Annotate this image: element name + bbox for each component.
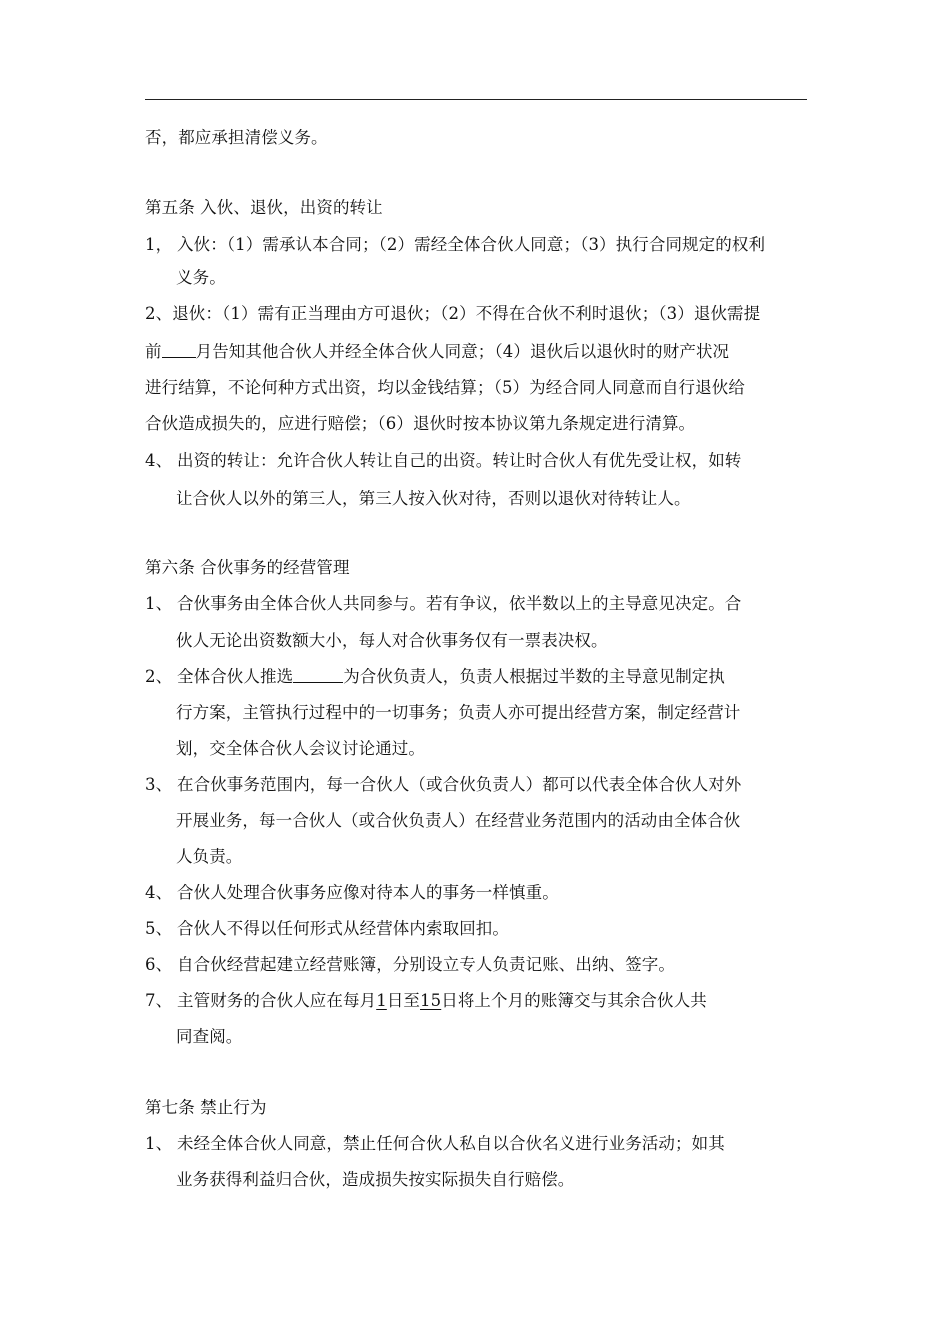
article-6-item-1 <box>145 593 807 615</box>
text-segment: 全体合伙人推选 <box>177 667 294 686</box>
header-rule <box>145 99 807 100</box>
article-6-item-7-cont: 同查阅。 <box>176 1027 243 1046</box>
article-5-item-2-line-1: 2、退伙：（1）需有正当理由方可退伙；（2）不得在合伙不利时退伙；（3）退伙需提 <box>145 304 761 323</box>
article-6-item-3-cont-2: 人负责。 <box>176 847 243 866</box>
item-text: 合伙事务由全体合伙人共同参与。若有争议，依半数以上的主导意见决定。合 <box>177 594 742 613</box>
text-segment: 日将上个月的账簿交与其余合伙人共 <box>441 991 707 1010</box>
item-number: 7、 <box>145 991 173 1010</box>
item-number: 5、 <box>145 919 173 938</box>
item-text: 未经全体合伙人同意，禁止任何合伙人私自以合伙名义进行业务活动；如其 <box>177 1134 725 1153</box>
underlined-day-end: 15 <box>420 991 442 1010</box>
fill-in-blank-months <box>162 340 196 358</box>
article-6-item-6 <box>145 954 807 976</box>
article-6-title: 第六条 合伙事务的经营管理 <box>145 558 350 577</box>
article-5-item-2-line-4: 合伙造成损失的，应进行赔偿；（6）退伙时按本协议第九条规定进行清算。 <box>145 414 696 433</box>
article-6-item-3 <box>145 774 807 796</box>
item-text: 在合伙事务范围内，每一合伙人（或合伙负责人）都可以代表全体合伙人对外 <box>177 775 742 794</box>
item-number: 4、 <box>145 883 173 902</box>
item-text: 合伙人不得以任何形式从经营体内索取回扣。 <box>177 919 509 938</box>
item-text: 入伙：（1）需承认本合同；（2）需经全体合伙人同意；（3）执行合同规定的权利 <box>177 235 766 254</box>
text-segment: 月告知其他合伙人并经全体合伙人同意；（4）退伙后以退伙时的财产状况 <box>195 342 730 361</box>
article-6-item-7 <box>145 990 807 1012</box>
article-7-title: 第七条 禁止行为 <box>145 1098 267 1117</box>
continued-paragraph: 否，都应承担清偿义务。 <box>145 128 328 147</box>
text-segment: 为合伙负责人，负责人根据过半数的主导意见制定执 <box>343 667 726 686</box>
item-text: 出资的转让：允许合伙人转让自己的出资。转让时合伙人有优先受让权，如转 <box>177 451 742 470</box>
underlined-day-start: 1 <box>376 991 387 1010</box>
text-segment: 日至 <box>386 991 421 1010</box>
article-5-title: 第五条 入伙、退伙，出资的转让 <box>145 198 383 217</box>
text-segment: 主管财务的合伙人应在每月 <box>177 991 377 1010</box>
article-5-item-1-cont: 义务。 <box>176 268 226 287</box>
article-5-item-2-line-2 <box>145 340 807 363</box>
article-5-item-2-line-3: 进行结算，不论何种方式出资，均以金钱结算；（5）为经合同人同意而自行退伙给 <box>145 378 745 397</box>
item-number: 1、 <box>145 594 173 613</box>
article-6-item-2 <box>145 665 807 688</box>
article-6-item-4 <box>145 882 807 904</box>
item-number: 1、 <box>145 1134 173 1153</box>
fill-in-blank-leader <box>293 665 343 683</box>
article-5-item-4 <box>145 450 807 472</box>
item-text: 自合伙经营起建立经营账簿，分别设立专人负责记账、出纳、签字。 <box>177 955 675 974</box>
article-6-item-2-cont-2: 划，交全体合伙人会议讨论通过。 <box>176 739 425 758</box>
item-number: 2、 <box>145 667 173 686</box>
text-segment: 前 <box>145 342 162 361</box>
article-7-item-1-cont: 业务获得利益归合伙，造成损失按实际损失自行赔偿。 <box>176 1170 575 1189</box>
article-5-item-4-cont: 让合伙人以外的第三人，第三人按入伙对待，否则以退伙对待转让人。 <box>176 489 691 508</box>
item-number: 4、 <box>145 451 173 470</box>
article-5-item-1 <box>145 234 807 256</box>
item-number: 6、 <box>145 955 173 974</box>
article-6-item-1-cont: 伙人无论出资数额大小，每人对合伙事务仅有一票表决权。 <box>176 631 608 650</box>
article-6-item-5 <box>145 918 807 940</box>
item-text: 合伙人处理合伙事务应像对待本人的事务一样慎重。 <box>177 883 559 902</box>
article-7-item-1 <box>145 1133 807 1155</box>
article-6-item-3-cont-1: 开展业务，每一合伙人（或合伙负责人）在经营业务范围内的活动由全体合伙 <box>176 811 741 830</box>
item-number: 1， <box>145 235 173 254</box>
item-number: 3、 <box>145 775 173 794</box>
article-6-item-2-cont-1: 行方案，主管执行过程中的一切事务；负责人亦可提出经营方案，制定经营计 <box>176 703 741 722</box>
